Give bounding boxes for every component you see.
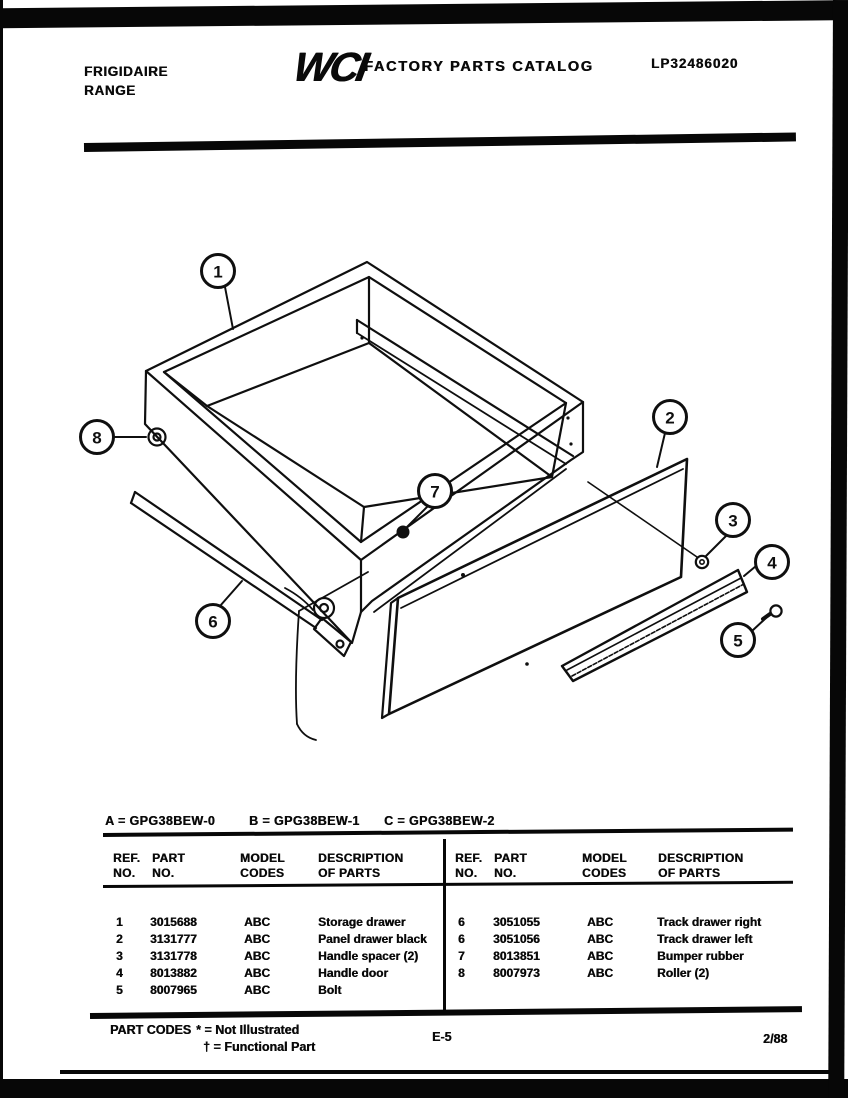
bolt-part [763,605,782,619]
model-code-c: C = GPG38BEW-2 [384,814,495,828]
table-row: 6 3051056 ABC Track drawer left [458,932,753,946]
page-number: E-5 [432,1030,452,1044]
svg-text:4: 4 [767,553,777,573]
col-header-model-left: MODEL CODES [240,851,285,880]
svg-text:3: 3 [728,511,738,531]
callout-4 [744,546,789,579]
left-track-rail [131,492,351,656]
col-header-model-right: MODEL CODES [582,851,627,880]
table-row: 1 3015688 ABC Storage drawer [116,915,406,929]
table-row: 3 3131778 ABC Handle spacer (2) [116,949,419,963]
callout-8 [81,421,147,454]
footer-bottom-rule [60,1070,836,1074]
svg-text:2: 2 [665,408,675,428]
range-body-outline [296,572,368,740]
col-header-desc-left: DESCRIPTION OF PARTS [318,851,404,880]
callout-1 [202,255,235,330]
col-header-part-left: PART NO. [152,851,185,880]
callout-7 [406,475,452,529]
brand-line1: FRIGIDAIRE [84,64,169,79]
legend-not-illustrated: * = Not Illustrated [196,1023,300,1037]
svg-text:8: 8 [92,428,102,448]
catalog-title: FACTORY PARTS CATALOG [364,59,594,75]
col-header-part-right: PART NO. [494,851,527,880]
svg-text:7: 7 [430,482,440,502]
col-header-desc-right: DESCRIPTION OF PARTS [658,851,744,880]
svg-text:1: 1 [213,262,223,282]
wci-logo: WCI [290,44,369,90]
table-row: 6 3051055 ABC Track drawer right [458,915,762,929]
col-header-ref-left: REF. NO. [113,851,141,880]
storage-drawer-box [145,262,583,643]
brand-line2: RANGE [84,83,136,98]
callout-5 [722,618,767,657]
right-track-rail [562,570,747,681]
table-row: 2 3131777 ABC Panel drawer black [116,932,427,946]
table-row: 7 8013851 ABC Bumper rubber [458,949,744,963]
svg-text:6: 6 [208,612,218,632]
table-row: 8 8007973 ABC Roller (2) [458,966,710,980]
model-code-b: B = GPG38BEW-1 [249,814,360,828]
callout-3 [706,504,750,557]
publication-code: LP32486020 [651,56,739,71]
table-row: 4 8013882 ABC Handle door [116,966,389,980]
legend-functional-part: † = Functional Part [203,1040,316,1054]
washer-part [696,556,708,568]
callout-2 [654,401,687,468]
svg-text:5: 5 [733,631,743,651]
model-code-a: A = GPG38BEW-0 [105,814,216,828]
date-code: 2/88 [763,1032,788,1046]
callout-6 [197,581,243,638]
table-row: 5 8007965 ABC Bolt [116,983,342,997]
col-header-ref-right: REF. NO. [455,851,483,880]
part-codes-label: PART CODES [110,1023,192,1037]
